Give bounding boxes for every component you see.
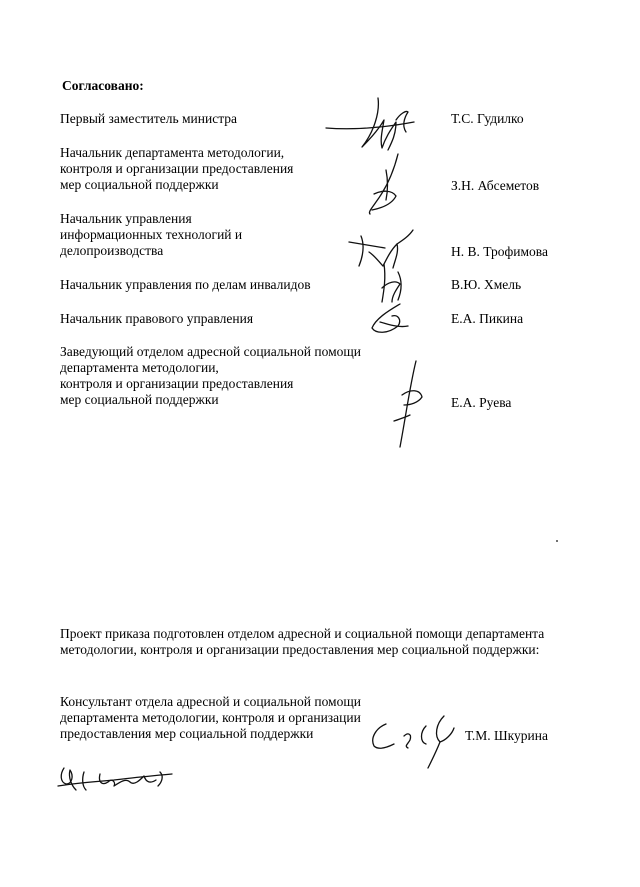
prepared-note: Проект приказа подготовлен отделом адресной и социальной помощи департамента методологии, контроля и организации предоставления мер социальной поддержки: <box>60 626 545 657</box>
approval-heading: Согласовано: <box>62 78 144 93</box>
approval-name-6: Е.А. Руева <box>451 395 512 410</box>
approval-name-3: Н. В. Трофимова <box>451 244 548 259</box>
approval-name-4: В.Ю. Хмель <box>451 277 522 292</box>
signature-absemetov <box>358 150 418 218</box>
approval-name-1: Т.С. Гудилко <box>451 111 524 126</box>
signature-gudilko <box>322 92 422 154</box>
consultant-name: Т.М. Шкурина <box>465 728 548 743</box>
scan-artifact-dot <box>556 540 558 542</box>
approval-name-5: Е.А. Пикина <box>451 311 524 326</box>
signature-pikina <box>364 300 420 340</box>
approval-position-3: Начальник управления информационных технологий и делопроизводства <box>60 211 243 258</box>
signature-bottom-left <box>50 760 180 800</box>
approval-position-5: Начальник правового управления <box>60 311 254 326</box>
signature-rueva <box>386 355 436 455</box>
approval-position-1: Первый заместитель министра <box>60 111 238 126</box>
approval-position-2: Начальник департамента методологии, контроля и организации предоставления мер социальной поддержки <box>60 145 294 192</box>
signature-shkurina <box>364 712 464 770</box>
consultant-position: Консультант отдела адресной и социальной помощи департамента методологии, контроля и организации предоставления мер социальной поддержки <box>60 694 361 741</box>
approval-position-6: Заведующий отделом адресной социальной помощи департамента методологии, контроля и организации предоставления мер социальной поддержки <box>60 344 361 407</box>
approval-name-2: З.Н. Абсеметов <box>451 178 540 193</box>
approval-position-4: Начальник управления по делам инвалидов <box>60 277 311 292</box>
